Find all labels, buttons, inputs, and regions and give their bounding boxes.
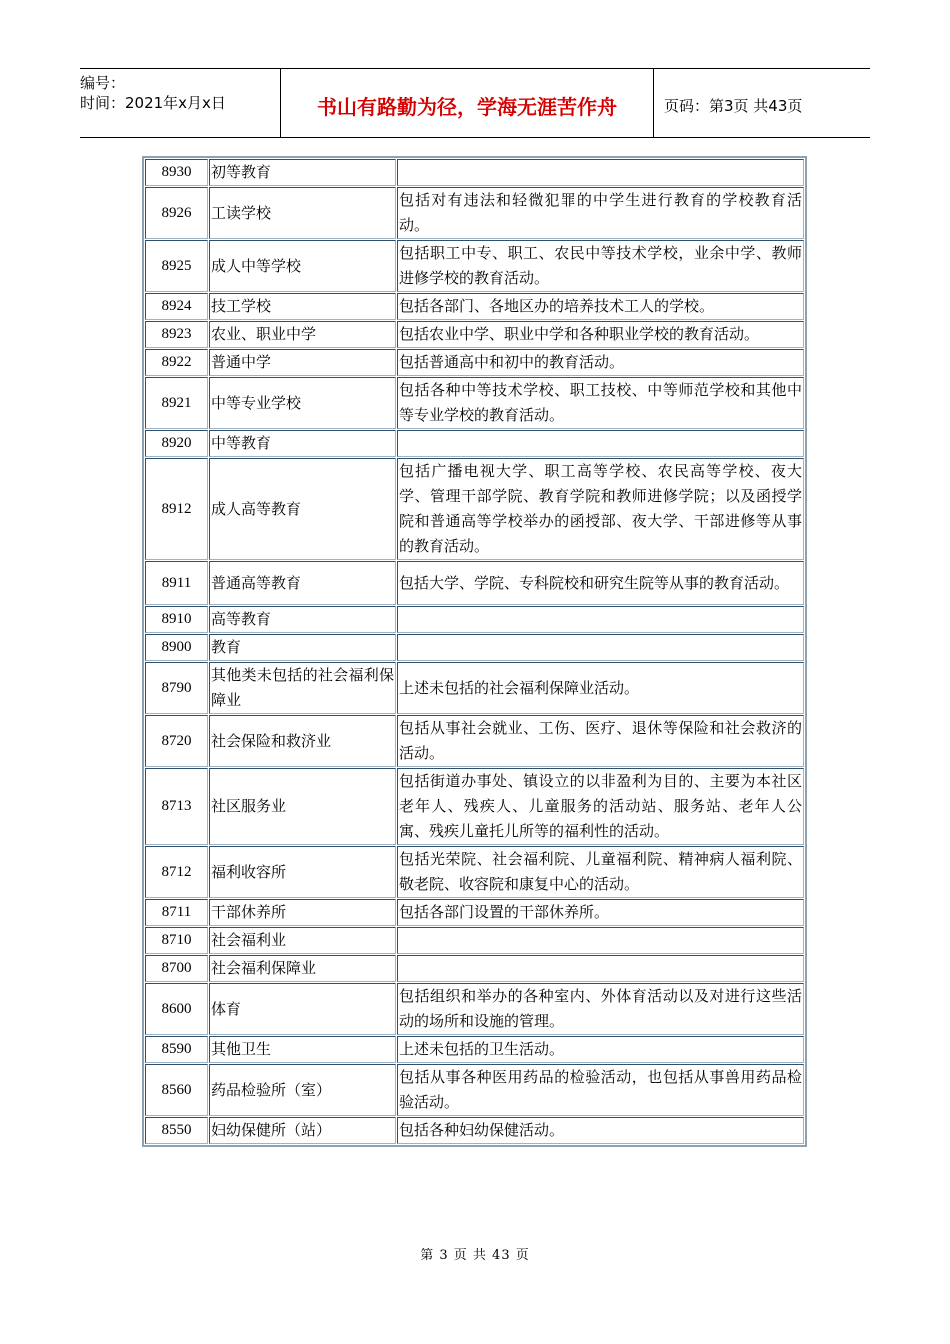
code-cell: 8712	[145, 846, 208, 898]
name-cell: 妇幼保健所（站）	[209, 1117, 396, 1144]
desc-cell: 包括街道办事处、镇设立的以非盈利为目的、主要为本社区老年人、残疾人、儿童服务的活动站、服务站、老年人公寓、残疾儿童托儿所等的福利性的活动。	[397, 768, 804, 845]
table-row	[145, 321, 804, 348]
table-row	[145, 768, 804, 845]
name-cell: 中等教育	[209, 430, 396, 457]
desc-cell: 包括各部门、各地区办的培养技术工人的学校。	[397, 293, 804, 320]
desc-cell	[397, 634, 804, 661]
date-label: 时间：2021年x月x日	[80, 94, 226, 112]
table-row	[145, 430, 804, 457]
code-cell: 8920	[145, 430, 208, 457]
desc-cell: 包括光荣院、社会福利院、儿童福利院、精神病人福利院、敬老院、收容院和康复中心的活动。	[397, 846, 804, 898]
name-cell: 农业、职业中学	[209, 321, 396, 348]
table-row	[145, 293, 804, 320]
desc-cell: 包括从事各种医用药品的检验活动，也包括从事兽用药品检验活动。	[397, 1064, 804, 1116]
table-row	[145, 1064, 804, 1116]
code-cell: 8922	[145, 349, 208, 376]
table-row	[145, 927, 804, 954]
industry-code-table	[142, 156, 807, 1147]
name-cell: 技工学校	[209, 293, 396, 320]
desc-cell: 包括从事社会就业、工伤、医疗、退休等保险和社会救济的活动。	[397, 715, 804, 767]
code-cell: 8912	[145, 458, 208, 560]
desc-cell: 包括农业中学、职业中学和各种职业学校的教育活动。	[397, 321, 804, 348]
code-cell: 8790	[145, 662, 208, 714]
code-cell: 8926	[145, 187, 208, 239]
desc-cell: 包括大学、学院、专科院校和研究生院等从事的教育活动。	[397, 561, 804, 605]
name-cell: 其他类未包括的社会福利保障业	[209, 662, 396, 714]
code-cell: 8560	[145, 1064, 208, 1116]
code-cell: 8921	[145, 377, 208, 429]
code-cell: 8590	[145, 1036, 208, 1063]
number-label: 编号：	[80, 74, 126, 92]
desc-cell: 包括各种中等技术学校、职工技校、中等师范学校和其他中等专业学校的教育活动。	[397, 377, 804, 429]
name-cell: 教育	[209, 634, 396, 661]
table-row	[145, 349, 804, 376]
desc-cell: 包括各部门设置的干部休养所。	[397, 899, 804, 926]
desc-cell: 包括组织和举办的各种室内、外体育活动以及对进行这些活动的场所和设施的管理。	[397, 983, 804, 1035]
desc-cell	[397, 430, 804, 457]
header-meta	[80, 69, 280, 137]
name-cell: 社会保险和救济业	[209, 715, 396, 767]
code-cell: 8911	[145, 561, 208, 605]
name-cell: 成人高等教育	[209, 458, 396, 560]
name-cell: 工读学校	[209, 187, 396, 239]
code-cell: 8550	[145, 1117, 208, 1144]
code-cell: 8700	[145, 955, 208, 982]
code-cell: 8713	[145, 768, 208, 845]
table-body	[145, 159, 804, 1144]
desc-cell	[397, 955, 804, 982]
page-header	[80, 68, 870, 138]
code-cell: 8923	[145, 321, 208, 348]
header-page-info: 页码：第3页 共43页	[664, 96, 803, 115]
table-row	[145, 1117, 804, 1144]
code-cell: 8910	[145, 606, 208, 633]
desc-cell: 上述未包括的社会福利保障业活动。	[397, 662, 804, 714]
name-cell: 中等专业学校	[209, 377, 396, 429]
table-row	[145, 955, 804, 982]
desc-cell: 包括各种妇幼保健活动。	[397, 1117, 804, 1144]
name-cell: 初等教育	[209, 159, 396, 186]
desc-cell	[397, 606, 804, 633]
code-cell: 8720	[145, 715, 208, 767]
name-cell: 其他卫生	[209, 1036, 396, 1063]
name-cell: 药品检验所（室）	[209, 1064, 396, 1116]
desc-cell	[397, 927, 804, 954]
table-row	[145, 715, 804, 767]
code-cell: 8925	[145, 240, 208, 292]
name-cell: 干部休养所	[209, 899, 396, 926]
desc-cell: 上述未包括的卫生活动。	[397, 1036, 804, 1063]
code-cell: 8710	[145, 927, 208, 954]
name-cell: 社会福利业	[209, 927, 396, 954]
table-row	[145, 561, 804, 605]
table-row	[145, 662, 804, 714]
code-cell: 8924	[145, 293, 208, 320]
code-cell: 8930	[145, 159, 208, 186]
name-cell: 普通中学	[209, 349, 396, 376]
page-footer: 第 3 页 共 43 页	[420, 1248, 530, 1263]
name-cell: 社区服务业	[209, 768, 396, 845]
desc-cell: 包括普通高中和初中的教育活动。	[397, 349, 804, 376]
code-cell: 8900	[145, 634, 208, 661]
name-cell: 高等教育	[209, 606, 396, 633]
table-row	[145, 187, 804, 239]
table-row	[145, 159, 804, 186]
desc-cell: 包括对有违法和轻微犯罪的中学生进行教育的学校教育活动。	[397, 187, 804, 239]
desc-cell: 包括职工中专、职工、农民中等技术学校，业余中学、教师进修学校的教育活动。	[397, 240, 804, 292]
header-motto: 书山有路勤为径，学海无涯苦作舟	[280, 69, 654, 137]
desc-cell	[397, 159, 804, 186]
name-cell: 福利收容所	[209, 846, 396, 898]
name-cell: 体育	[209, 983, 396, 1035]
table-row	[145, 1036, 804, 1063]
name-cell: 普通高等教育	[209, 561, 396, 605]
table-row	[145, 634, 804, 661]
table-row	[145, 899, 804, 926]
table-row	[145, 377, 804, 429]
code-cell: 8711	[145, 899, 208, 926]
table-row	[145, 240, 804, 292]
table-row	[145, 983, 804, 1035]
code-cell: 8600	[145, 983, 208, 1035]
table-row	[145, 846, 804, 898]
table-row	[145, 458, 804, 560]
name-cell: 社会福利保障业	[209, 955, 396, 982]
desc-cell: 包括广播电视大学、职工高等学校、农民高等学校、夜大学、管理干部学院、教育学院和教师进修学院；以及函授学院和普通高等学校举办的函授部、夜大学、干部进修等从事的教育活动。	[397, 458, 804, 560]
name-cell: 成人中等学校	[209, 240, 396, 292]
table-row	[145, 606, 804, 633]
